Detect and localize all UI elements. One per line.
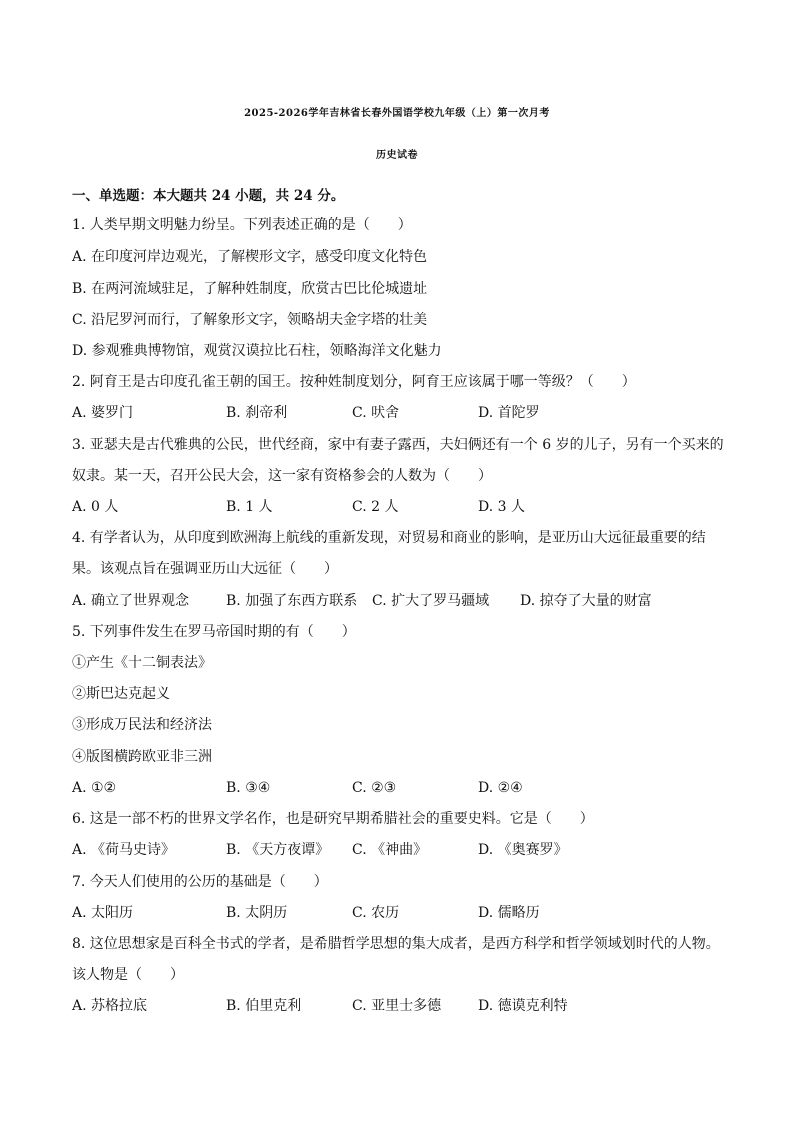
question-6-option-b: B. 《天方夜谭》 [226,842,330,858]
question-3-stem-line2: 奴隶。某一天，召开公民大会，这一家有资格参会的人数为（ ） [72,468,492,484]
question-6-stem: 6. 这是一部不朽的世界文学名作，也是研究早期希腊社会的重要史料。它是（ ） [72,811,594,827]
question-7-option-c: C. 农历 [352,905,400,921]
question-8-option-d: D. 德谟克利特 [478,998,568,1014]
question-2-option-b: B. 刹帝利 [226,405,288,421]
question-6-option-d: D. 《奥赛罗》 [478,842,568,858]
question-1-option-c: C. 沿尼罗河而行，了解象形文字，领略胡夫金字塔的壮美 [72,312,428,328]
question-3-option-d: D. 3 人 [478,499,525,515]
question-8-stem-line2: 该人物是（ ） [72,967,184,983]
question-1-option-b: B. 在两河流域驻足，了解种姓制度，欣赏古巴比伦城遗址 [72,281,428,297]
question-4-option-c: C. 扩大了罗马疆域 [372,593,490,609]
question-8-stem-line1: 8. 这位思想家是百科全书式的学者，是希腊哲学思想的集大成者，是西方科学和哲学领域划时代的人物。 [72,936,720,952]
question-7-option-d: D. 儒略历 [478,905,540,921]
question-7-option-b: B. 太阴历 [226,905,288,921]
question-5-option-d: D. ②④ [478,780,523,796]
question-4-stem-line2: 果。该观点旨在强调亚历山大远征（ ） [72,561,338,577]
question-7-option-a: A. 太阳历 [72,905,134,921]
question-3-option-b: B. 1 人 [226,499,273,515]
question-4-option-b: B. 加强了东西方联系 [226,593,358,609]
question-2-stem: 2. 阿育王是古印度孔雀王朝的国王。按种姓制度划分，阿育王应该属于哪一等级？（ ） [72,374,636,390]
question-1-option-d: D. 参观雅典博物馆，观赏汉谟拉比石柱，领略海洋文化魅力 [72,343,442,359]
question-3-option-c: C. 2 人 [352,499,399,515]
exam-subtitle: 历史试卷 [376,150,418,161]
question-4-stem-line1: 4. 有学者认为，从印度到欧洲海上航线的重新发现，对贸易和商业的影响，是亚历山大远征最重要的结 [72,530,706,546]
question-3-stem-line1: 3. 亚瑟夫是古代雅典的公民，世代经商，家中有妻子露西，夫妇俩还有一个 6 岁的儿子，另有一个买来的 [72,437,724,453]
question-5-item-3: ③形成万民法和经济法 [72,717,212,733]
question-8-option-b: B. 伯里克利 [226,998,302,1014]
question-2-option-c: C. 吠舍 [352,405,400,421]
question-4-option-a: A. 确立了世界观念 [72,593,190,609]
question-3-option-a: A. 0 人 [72,499,119,515]
question-2-option-a: A. 婆罗门 [72,405,134,421]
question-2-option-d: D. 首陀罗 [478,405,540,421]
question-6-option-a: A. 《荷马史诗》 [72,842,176,858]
question-5-option-a: A. ①② [72,780,117,796]
question-7-stem: 7. 今天人们使用的公历的基础是（ ） [72,874,328,890]
question-1-option-a: A. 在印度河岸边观光，了解楔形文字，感受印度文化特色 [72,249,428,265]
question-5-item-1: ①产生《十二铜表法》 [72,655,212,671]
question-4-option-d: D. 掠夺了大量的财富 [520,593,652,609]
exam-title: 2025-2026学年吉林省长春外国语学校九年级（上）第一次月考 [244,108,550,119]
section-heading: 一、单选题：本大题共 24 小题，共 24 分。 [72,188,345,204]
question-5-option-b: B. ③④ [226,780,271,796]
question-5-item-2: ②斯巴达克起义 [72,686,170,702]
question-5-stem: 5. 下列事件发生在罗马帝国时期的有（ ） [72,624,356,640]
question-1-stem: 1. 人类早期文明魅力纷呈。下列表述正确的是（ ） [72,217,412,233]
question-8-option-a: A. 苏格拉底 [72,998,148,1014]
question-6-option-c: C. 《神曲》 [352,842,428,858]
question-8-option-c: C. 亚里士多德 [352,998,442,1014]
question-5-option-c: C. ②③ [352,780,397,796]
question-5-item-4: ④版图横跨欧亚非三洲 [72,749,212,765]
